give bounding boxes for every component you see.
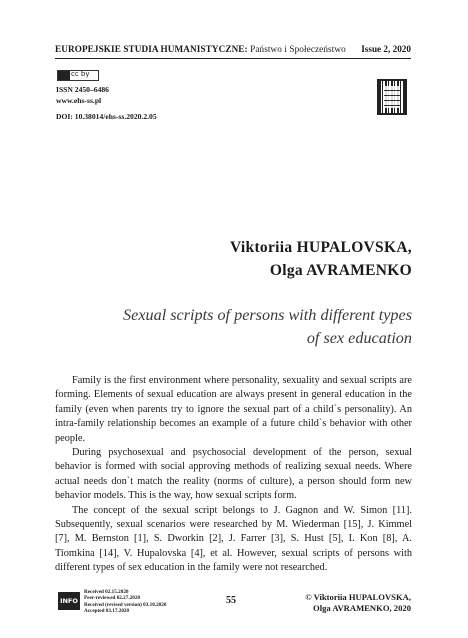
paragraph-1: Family is the first environment where personality, sexuality and sexual scripts are forming. Elements of sexual education are always present in general education in the family (even when parents try to ignore the sexual part of a child`s personality). An intra-family relationship becomes an example of a future child`s behavior with other people. [55, 375, 412, 444]
article-title-line-1: Sexual scripts of persons with different types [123, 306, 412, 324]
info-logo: INFO [58, 592, 80, 610]
cc-license-badge[interactable] [57, 70, 99, 81]
paragraph-3: The concept of the sexual script belongs to J. Gagnon and W. Simon [11]. Subsequently, sexual scenarios were researched by M. Wiederman [15], J. Kimmel [7], M. Bernston [1], S. Dworkin [2], J. Farrer [3], S. Hust [5], I. Kon [8], A. Tiomkina [14], V. Hupalovska [4], et al. However, sexual scripts of persons with different types of sex education in the family were not researched. [55, 504, 412, 574]
copyright [305, 592, 411, 614]
website-link[interactable]: www.ehs-ss.pl [56, 96, 102, 105]
paragraph-2: During psychosexual and psychosocial development of the person, sexual behavior is formed with social approving methods of realizing sexual needs. Where actual needs don`t match the reality (norms of culture), a person should form new behavior models. This is the way, how sexual scripts form. [55, 447, 412, 502]
header-divider [55, 58, 411, 59]
accepted-date: Accepted 03.17.2020 [84, 608, 130, 615]
copyright-line-2: Olga AVRAMENKO, 2020 [313, 603, 411, 613]
author-2: Olga AVRAMENKO [269, 262, 412, 279]
submission-dates [84, 589, 166, 615]
author-1: Viktoriia HUPALOVSKA, [230, 239, 412, 256]
doi[interactable]: DOI: 10.38014/ehs-ss.2020.2.05 [56, 112, 157, 121]
issn: ISSN 2450–6486 [56, 85, 109, 94]
journal-title [55, 44, 346, 54]
page-number: 55 [226, 595, 236, 606]
journal-name: EUROPEJSKIE STUDIA HUMANISTYCZNE: [55, 44, 248, 54]
article-body [55, 374, 412, 576]
peer-reviewed-date: Peer-reviewed 02.27.2020 [84, 595, 141, 602]
copyright-line-1: © Viktoriia HUPALOVSKA, [305, 592, 411, 602]
journal-subtitle: Państwo i Społeczeństwo [250, 44, 346, 54]
cc-license-text: cc by [71, 70, 90, 78]
revised-date: Received (revised version) 03.10.2020 [84, 601, 167, 608]
issue-label: Issue 2, 2020 [361, 44, 411, 54]
article-title-line-2: of sex education [306, 329, 412, 347]
received-date: Received 02.15.2020 [84, 589, 129, 595]
qr-code-icon [377, 79, 407, 115]
cc-icon [58, 71, 70, 80]
